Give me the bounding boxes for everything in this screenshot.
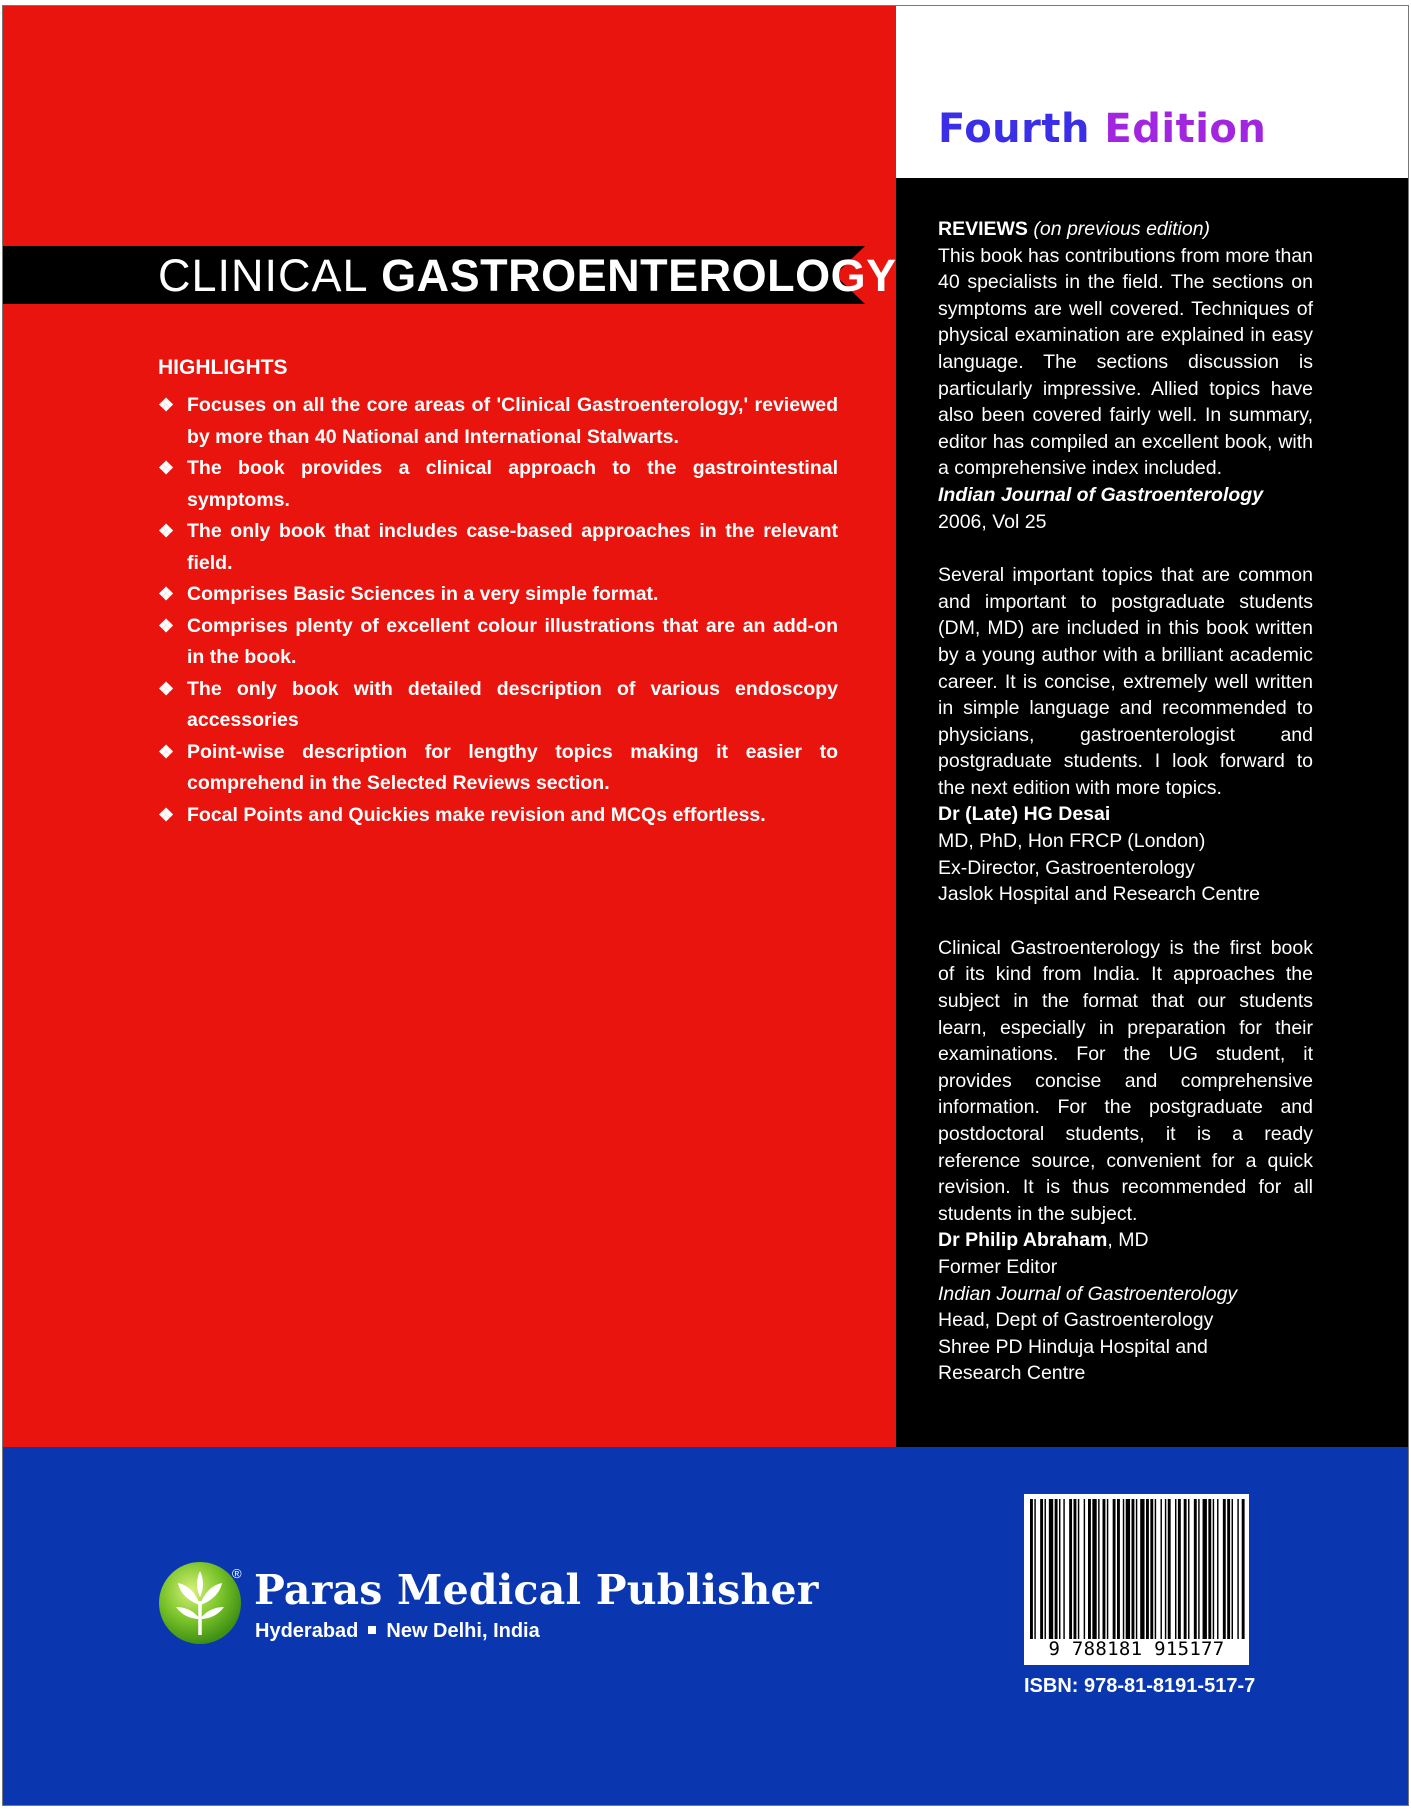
separator-square-icon	[368, 1626, 376, 1634]
highlight-text: Comprises plenty of excellent colour illustrations that are an add-on in the book.	[187, 614, 838, 668]
review-2-credentials: MD, PhD, Hon FRCP (London)	[938, 830, 1206, 853]
highlight-item	[158, 800, 838, 832]
diamond-bullet-icon: ❖	[158, 678, 175, 699]
city-new-delhi: New Delhi, India	[386, 1620, 540, 1642]
diamond-bullet-icon: ❖	[158, 584, 175, 604]
highlight-item	[158, 611, 838, 674]
diamond-bullet-icon: ❖	[158, 521, 175, 541]
edition-panel	[896, 6, 1408, 178]
highlights-heading: HIGHLIGHTS	[158, 356, 288, 379]
highlight-item	[158, 390, 838, 453]
review-3-role: Former Editor	[938, 1255, 1058, 1278]
review-2-role: Ex-Director, Gastroenterology	[938, 856, 1195, 879]
review-2-institution: Jaslok Hospital and Research Centre	[938, 883, 1260, 906]
review-2-author: Dr (Late) HG Desai	[938, 803, 1111, 826]
highlight-text: The only book that includes case-based approaches in the relevant field.	[187, 520, 838, 574]
highlight-item	[158, 579, 838, 611]
review-3-author-suffix: , MD	[1107, 1229, 1149, 1252]
highlight-item	[158, 737, 838, 800]
barcode-digits: 9 788181 915177	[1048, 1638, 1225, 1660]
publisher-name: Paras Medical Publisher	[254, 1566, 819, 1614]
highlight-text: The book provides a clinical approach to the gastrointestinal symptoms.	[187, 457, 838, 511]
diamond-bullet-icon: ❖	[158, 741, 175, 762]
registered-mark: ®	[232, 1566, 242, 1581]
edition-word-2: Edition	[1104, 106, 1267, 152]
review-3-position: Head, Dept of Gastroenterology	[938, 1309, 1214, 1332]
reviews-heading	[938, 216, 1313, 243]
diamond-bullet-icon: ❖	[158, 615, 175, 636]
diamond-bullet-icon: ❖	[158, 804, 175, 825]
highlight-item	[158, 453, 838, 516]
review-3-author-line	[938, 1227, 1313, 1254]
publisher-location	[255, 1620, 540, 1643]
review-1-source-detail: 2006, Vol 25	[938, 510, 1047, 533]
reviews-heading-text: REVIEWS	[938, 218, 1028, 240]
barcode	[1024, 1494, 1249, 1665]
edition-word-1: Fourth	[938, 106, 1090, 152]
highlight-text: Focuses on all the core areas of 'Clinical Gastroenterology,' reviewed by more than 40 National and International Stalwarts.	[187, 394, 838, 448]
review-1-text: This book has contributions from more than 40 specialists in the field. The sections on symptoms are well covered. Techniques of physical examination are explained in easy language. The sections discussion is particularly impressive. Allied topics have also been covered fairly well. In summary, editor has compiled an excellent book, with a comprehensive index included.	[938, 244, 1314, 480]
edition-label	[938, 106, 1266, 152]
highlights-section	[158, 356, 838, 831]
book-title	[158, 248, 897, 304]
review-3-author: Dr Philip Abraham	[938, 1229, 1108, 1252]
highlight-text: Comprises Basic Sciences in a very simple format.	[187, 583, 659, 605]
city-hyderabad: Hyderabad	[255, 1620, 359, 1642]
highlight-text: The only book with detailed description of various endoscopy accessories	[187, 677, 838, 731]
title-light: CLINICAL	[158, 250, 369, 301]
highlight-item	[158, 516, 838, 579]
diamond-bullet-icon: ❖	[158, 458, 175, 478]
highlight-text: Point-wise description for lengthy topics making it easier to comprehend in the Selected Reviews section.	[187, 740, 838, 794]
title-bold: GASTROENTEROLOGY	[381, 250, 897, 301]
reviews-heading-sub: (on previous edition)	[1033, 218, 1211, 240]
review-3-journal: Indian Journal of Gastroenterology	[938, 1282, 1238, 1305]
isbn-label: ISBN: 978-81-8191-517-7	[1024, 1675, 1256, 1697]
review-1-source: Indian Journal of Gastroenterology	[938, 483, 1264, 506]
book-back-cover	[2, 5, 1409, 1806]
reviews-section	[938, 216, 1313, 1387]
highlight-item	[158, 674, 838, 737]
review-2-text: Several important topics that are common and important to postgraduate students (DM, MD) are included in this book written by a young author with a brilliant academic career. It is concise, extremely well written in simple language and recommended to physicians, gastroenterologist and postgraduate students. I look forward to the next edition with more topics.	[938, 564, 1313, 799]
review-3-institution-2: Research Centre	[938, 1362, 1086, 1385]
highlight-text: Focal Points and Quickies make revision and MCQs effortless.	[187, 803, 766, 826]
publisher-logo-icon	[158, 1561, 242, 1645]
review-3-text: Clinical Gastroenterology is the first book of its kind from India. It approaches the subject in the format that our students learn, especially in preparation for their examinations. For the UG student, it provides concise and comprehensive information. For the postgraduate and postdoctoral students, it is a ready reference source, convenient for a quick revision. It is thus recommended for all students in the subject.	[938, 936, 1313, 1225]
highlights-list	[158, 390, 838, 831]
review-3-institution-1: Shree PD Hinduja Hospital and	[938, 1335, 1208, 1358]
diamond-bullet-icon: ❖	[158, 395, 175, 415]
